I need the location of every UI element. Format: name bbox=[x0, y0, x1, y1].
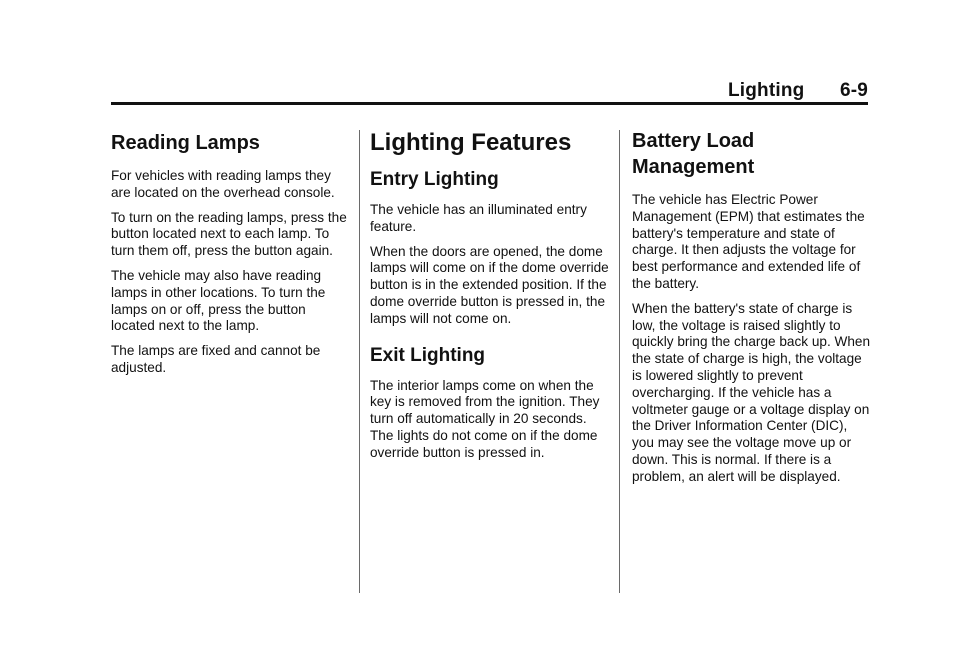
column-reading-lamps bbox=[111, 125, 351, 385]
paragraph: The vehicle may also have reading lamps in other locations. To turn the lamps on or off, press the button located next to the lamp. bbox=[111, 267, 326, 334]
paragraph: When the doors are opened, the dome lamps will come on if the dome override button is in the extended position. If the dome override button is pressed in, the lamps will not come on. bbox=[370, 243, 609, 326]
heading-lighting-features: Lighting Features bbox=[370, 129, 572, 156]
paragraph: The vehicle has Electric Power Management (EPM) that estimates the battery's temperature and state of charge. It then adjusts the voltage for best performance and extended life of the battery. bbox=[632, 192, 865, 291]
paragraph: When the battery's state of charge is low, the voltage is raised slightly to quickly bring the charge back up. When the state of charge is high, the voltage is lowered slightly to prevent overcharging. If the vehicle has a voltmeter gauge or a voltage display on the Driver Information Center (DIC), you may see the voltage move up or down. This is normal. If there is a problem, an alert will be displayed. bbox=[632, 300, 871, 484]
header-rule bbox=[111, 102, 868, 105]
heading-exit-lighting: Exit Lighting bbox=[370, 344, 486, 366]
paragraph: To turn on the reading lamps, press the button located next to each lamp. To turn them off, press the button again. bbox=[111, 209, 347, 259]
column-battery-load-management bbox=[632, 125, 872, 494]
paragraph: For vehicles with reading lamps they are located on the overhead console. bbox=[111, 168, 335, 200]
heading-battery-load-management: Battery Load Management bbox=[632, 130, 755, 178]
paragraph: The lamps are fixed and cannot be adjusted. bbox=[111, 343, 321, 375]
paragraph: The interior lamps come on when the key is removed from the ignition. They turn off automatically in 20 seconds. The lights do not come on if the dome override button is pressed in. bbox=[370, 377, 600, 460]
header-section-title: Lighting bbox=[727, 80, 805, 101]
column-lighting-features bbox=[370, 125, 610, 470]
page-number: 6-9 bbox=[839, 80, 868, 101]
column-divider-1 bbox=[359, 130, 360, 593]
heading-entry-lighting: Entry Lighting bbox=[370, 169, 499, 190]
paragraph: The vehicle has an illuminated entry feature. bbox=[370, 202, 587, 234]
page-header bbox=[728, 80, 868, 102]
column-divider-2 bbox=[619, 130, 620, 593]
heading-reading-lamps: Reading Lamps bbox=[111, 132, 260, 154]
